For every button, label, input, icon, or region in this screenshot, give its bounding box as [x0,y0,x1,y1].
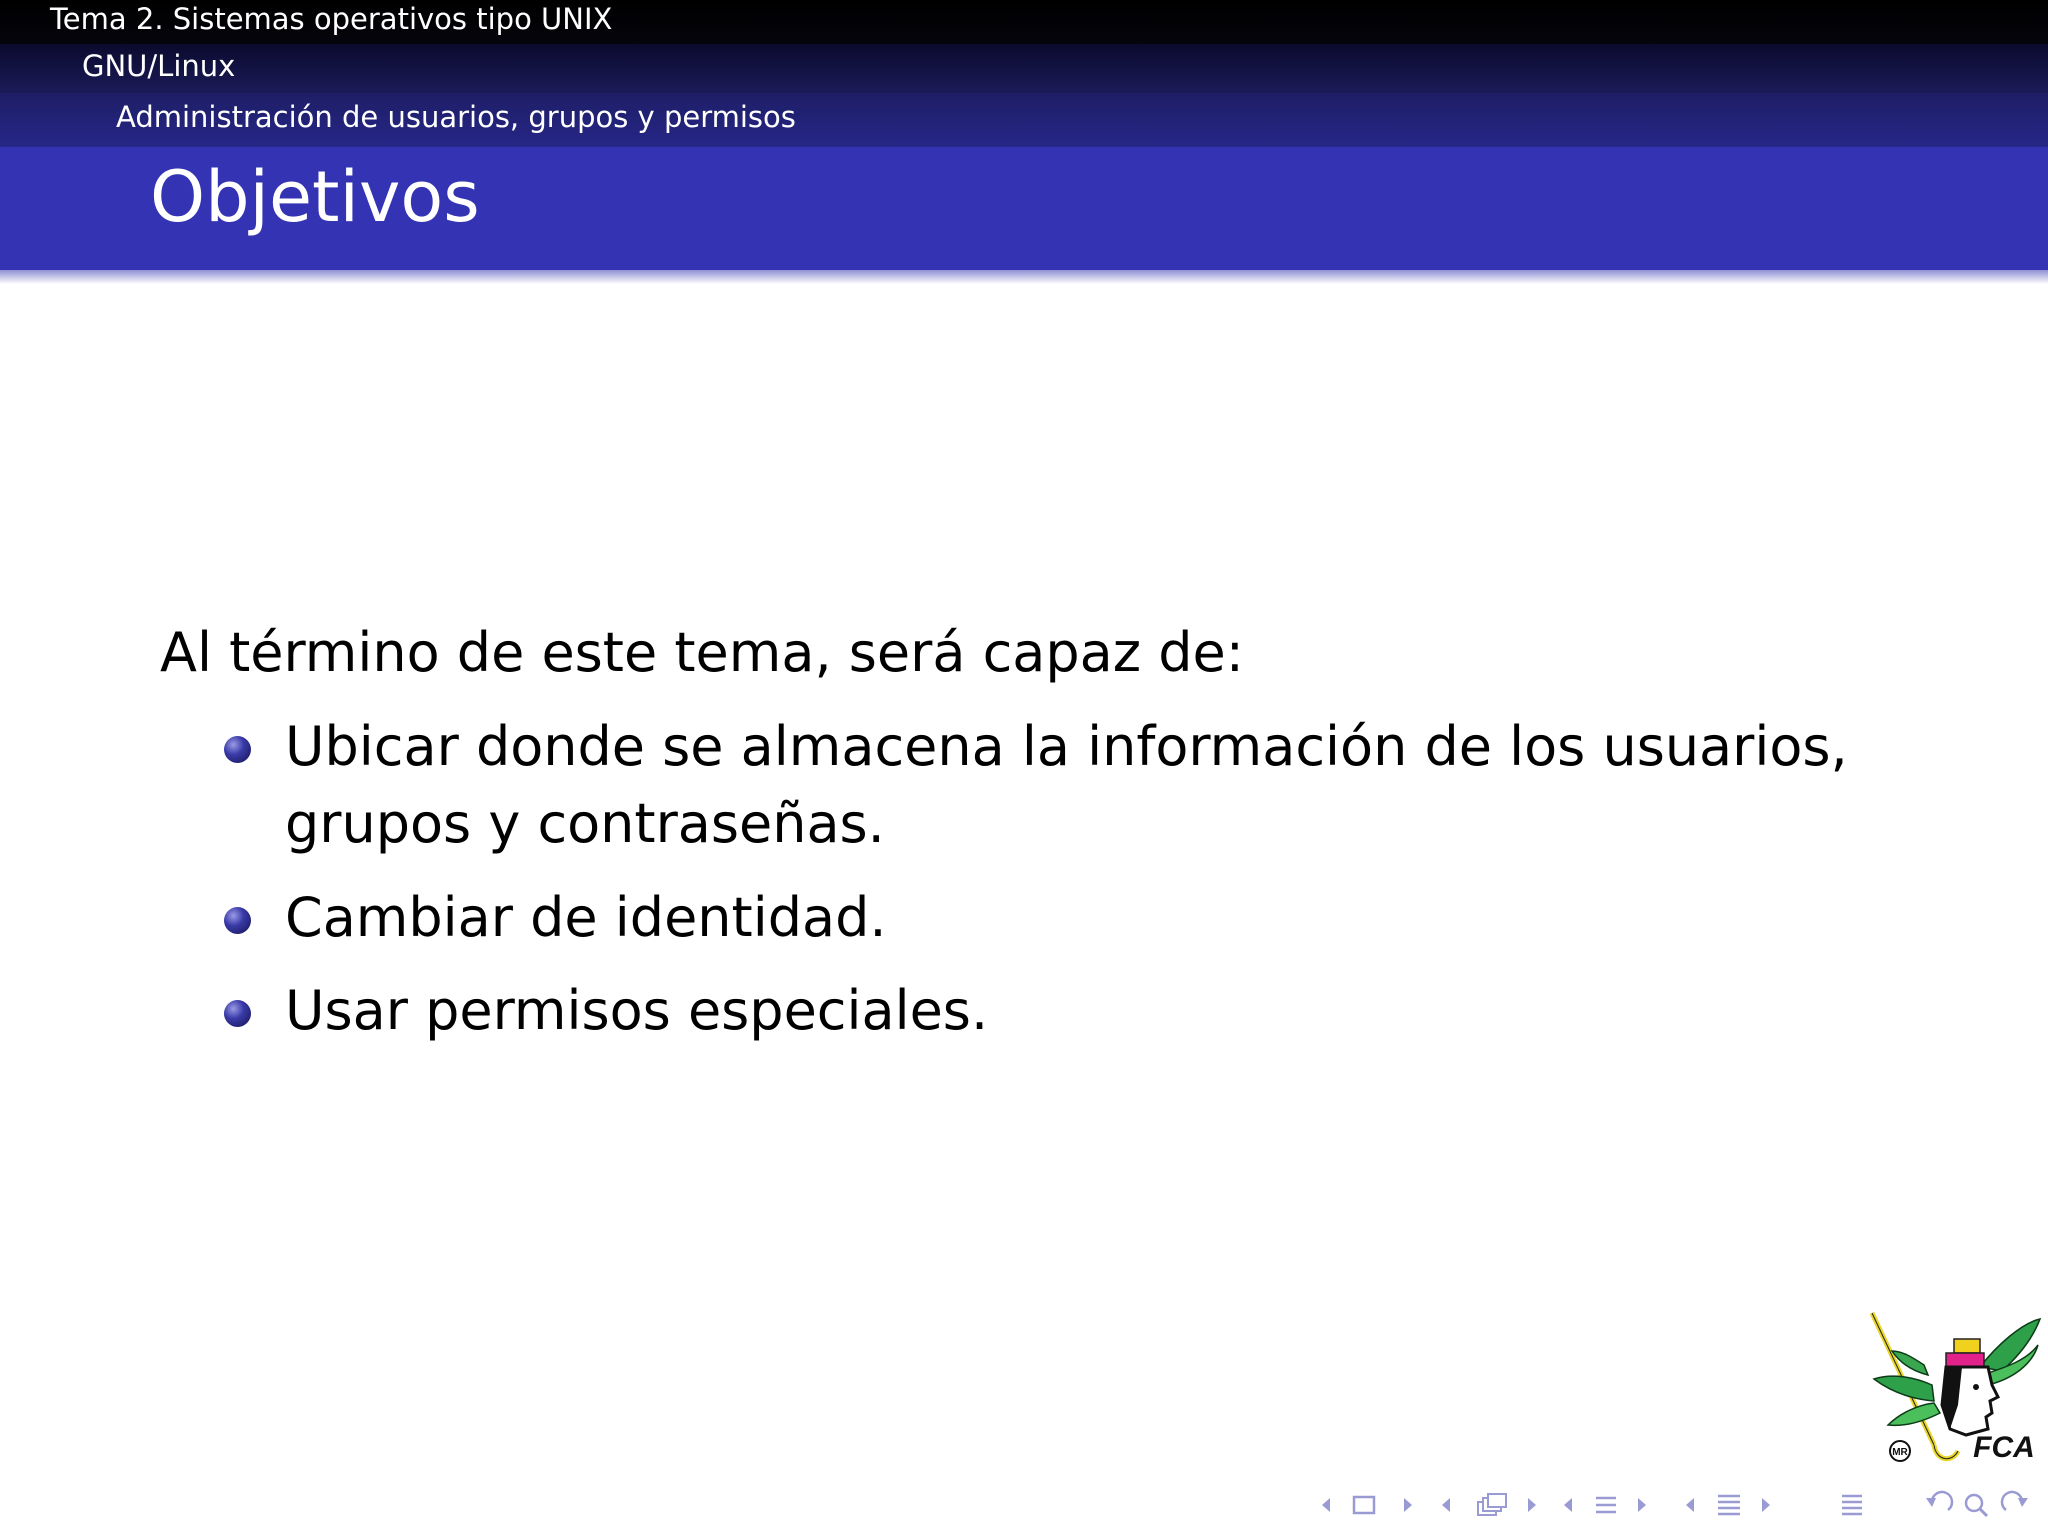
header-section-title[interactable]: Tema 2. Sistemas operativos tipo UNIX [50,2,613,36]
bullet-ball-icon [224,907,251,934]
logo-feather-left [1874,1376,1934,1401]
search-nav-group [1922,1490,2040,1520]
frame-title: Objetivos [150,156,480,238]
forward-icon[interactable] [2002,1492,2028,1510]
logo-headdress [1954,1339,1980,1353]
fca-logo [1862,1305,2042,1475]
header-subsection-title[interactable]: GNU/Linux [82,49,236,83]
nav-prev-icon[interactable] [1686,1498,1694,1512]
nav-prev-icon[interactable] [1564,1498,1572,1512]
nav-next-icon[interactable] [1404,1498,1412,1512]
logo-feather-right [1980,1319,2040,1371]
list-item-text: Ubicar donde se almacena la información de los usuarios, grupos y contraseñas. [285,715,1848,855]
nav-prev-icon[interactable] [1442,1498,1450,1512]
subsection-icon[interactable] [1478,1494,1506,1515]
subsection-list-nav-group [1682,1490,1802,1520]
header-section-band [0,0,2048,44]
document-icon[interactable] [1836,1490,1876,1520]
bullet-ball-icon [224,1000,251,1027]
frame-title-shadow [0,270,2048,284]
nav-next-icon[interactable] [1528,1498,1536,1512]
bullet-ball-icon [224,736,251,763]
navigation-bar [1310,1490,2040,1524]
back-icon[interactable] [1926,1492,1952,1510]
intro-text: Al término de este tema, será capaz de: [160,621,1244,684]
logo-mark-text: MR [1892,1447,1908,1458]
nav-next-icon[interactable] [1762,1498,1770,1512]
search-icon[interactable] [1966,1495,1987,1516]
section-nav-group [1560,1490,1680,1520]
section-icon[interactable] [1718,1496,1740,1514]
frame-icon[interactable] [1354,1497,1374,1513]
header-subsubsection-title[interactable]: Administración de usuarios, grupos y permisos [116,100,796,134]
subsection-nav-group [1438,1490,1558,1520]
frame-nav-group [1318,1490,1438,1520]
nav-prev-icon[interactable] [1322,1498,1330,1512]
list-item-text: Usar permisos especiales. [285,979,989,1042]
section-icon[interactable] [1596,1498,1616,1512]
logo-text: FCA [1973,1431,2035,1464]
header-subsection-band [0,44,2048,93]
list-item-text: Cambiar de identidad. [285,886,887,949]
nav-next-icon[interactable] [1638,1498,1646,1512]
header-subsubsection-band [0,93,2048,147]
